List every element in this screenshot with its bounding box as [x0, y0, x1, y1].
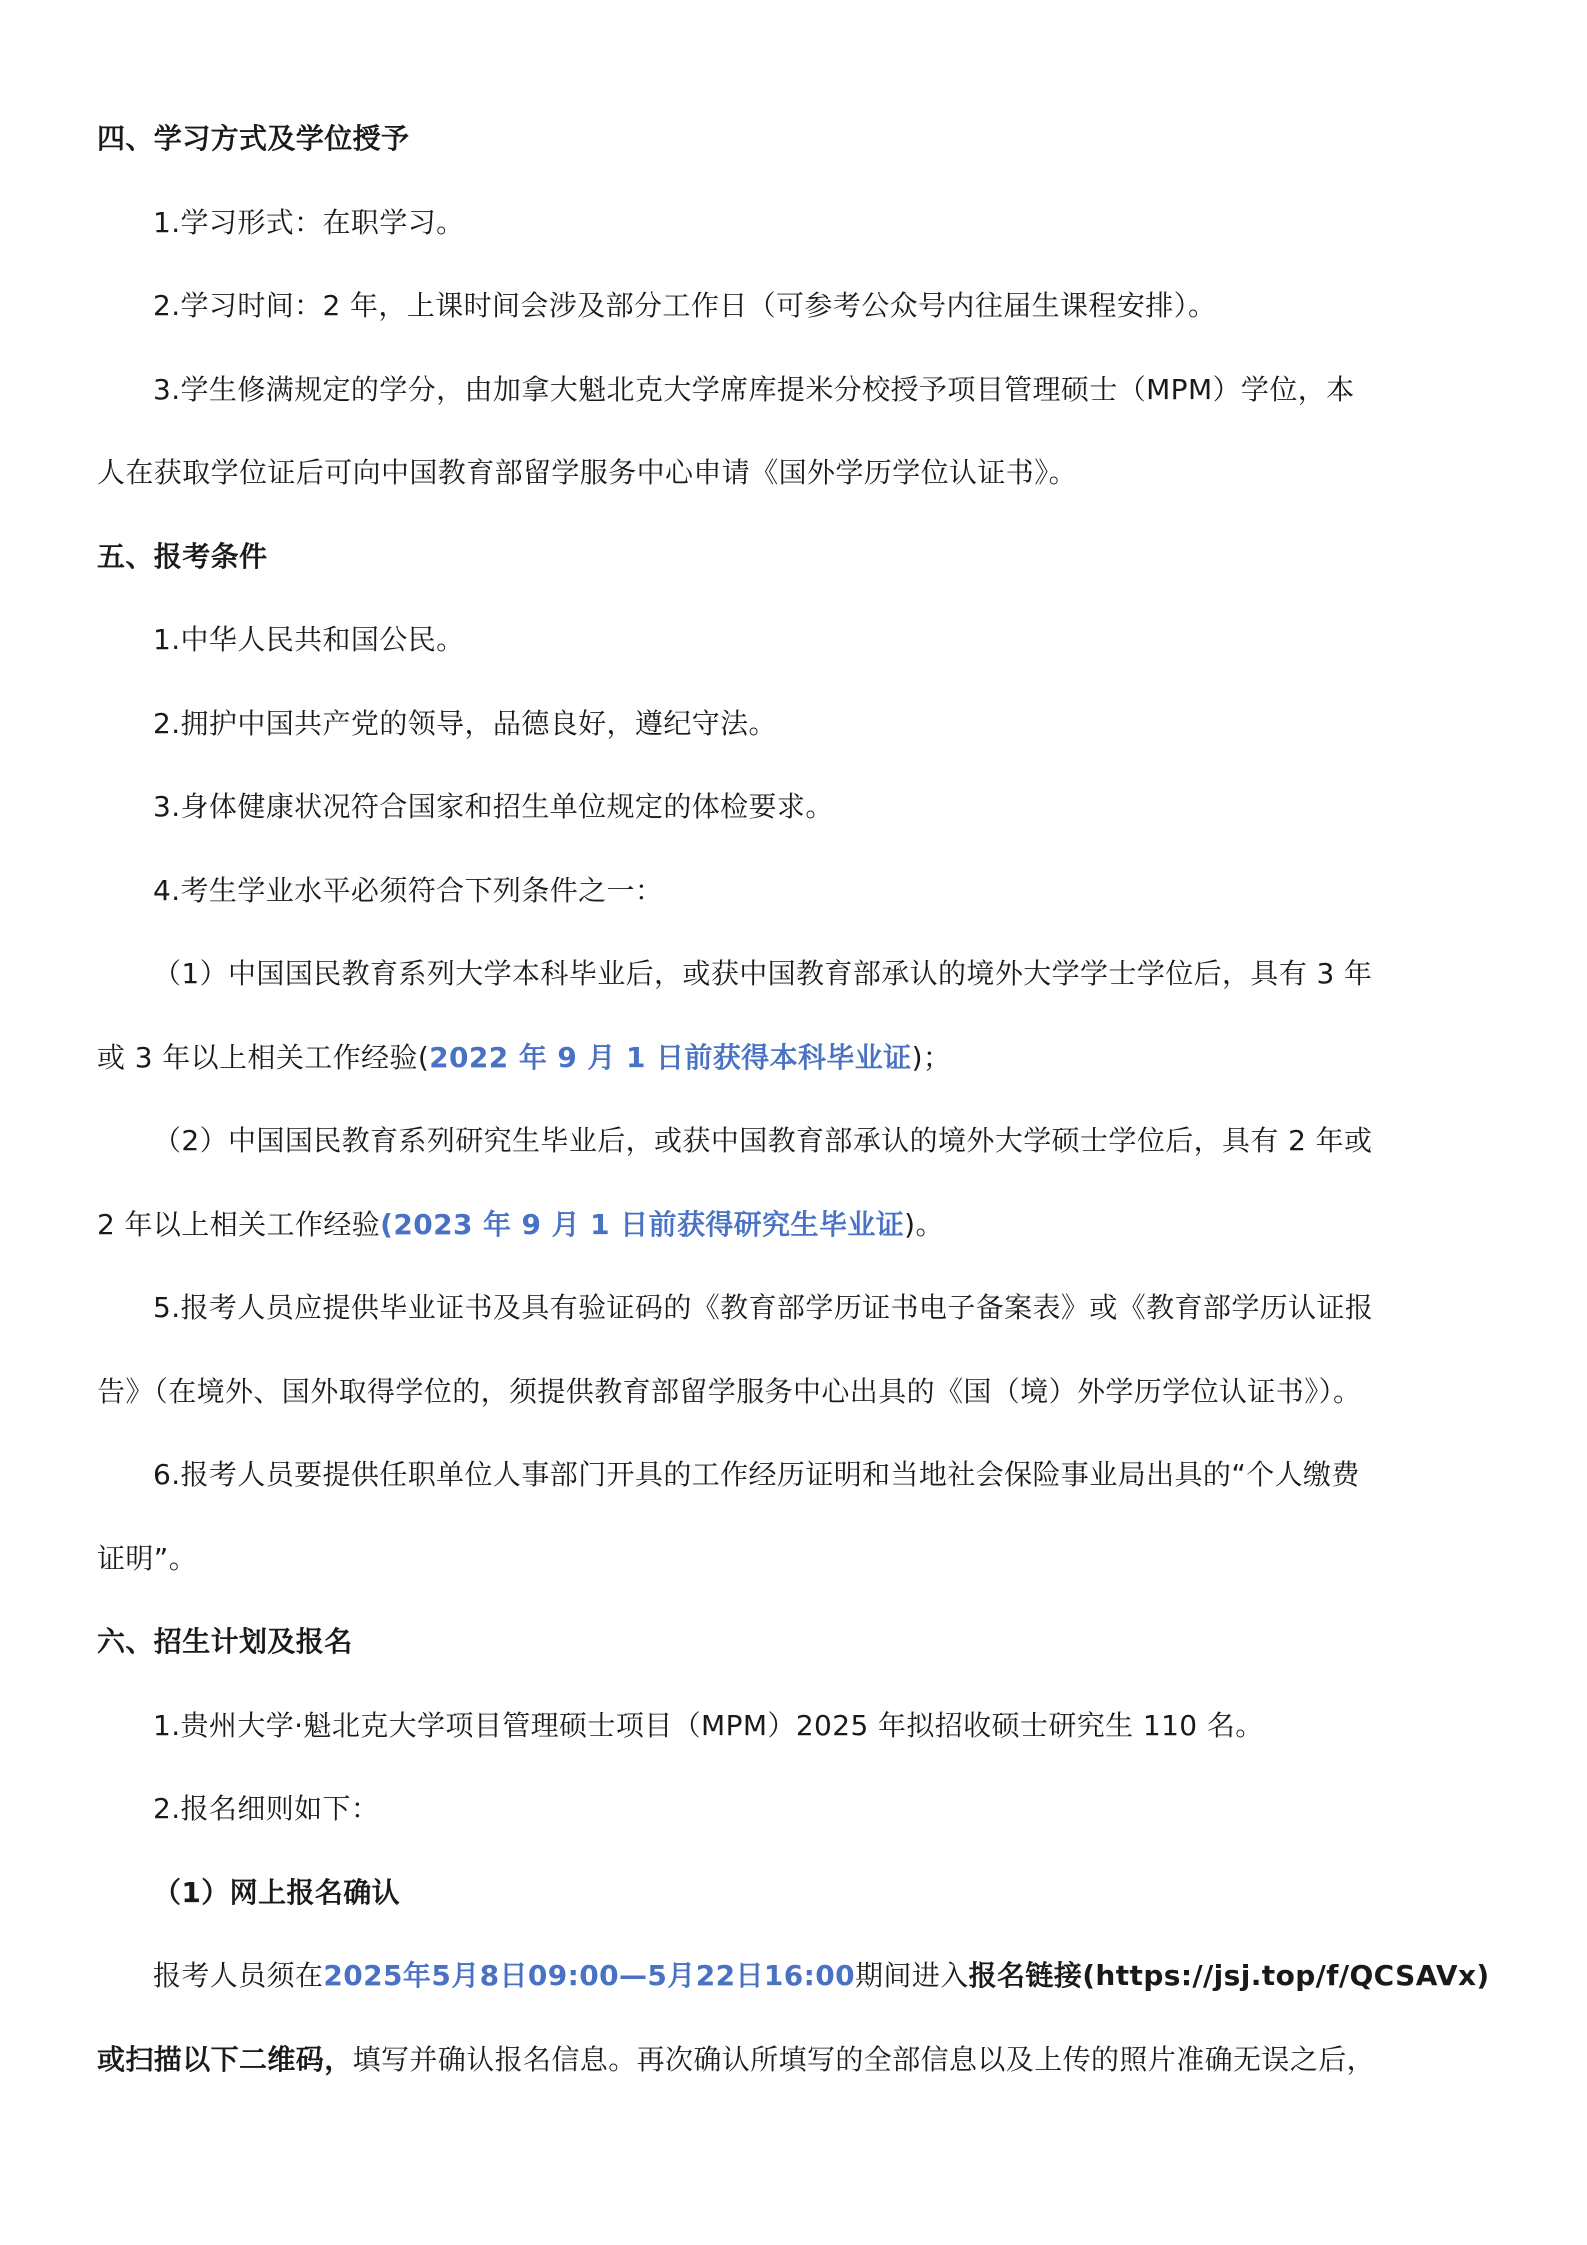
registration-link: 报名链接(https://jsj.top/f/QCSAVx)	[968, 1959, 1490, 1992]
condition-2-line-2	[97, 1198, 1497, 1282]
registration-period: 2025年5月8日09:00—5月22日16:00	[323, 1959, 856, 1992]
condition-2-deadline: (2023 年 9 月 1 日前获得研究生毕业证	[380, 1207, 905, 1241]
condition-1-text: 或 3 年以上相关工作经验(	[97, 1040, 430, 1074]
qr-code-instruction: 或扫描以下二维码，	[97, 2042, 353, 2076]
section-4-item-3-line-1: 3.学生修满规定的学分，由加拿大魁北克大学席库提米分校授予项目管理硕士（MPM）学位，本	[153, 372, 1355, 406]
section-4-item-3-line-2: 人在获取学位证后可向中国教育部留学服务中心申请《国外学历学位认证书》。	[97, 456, 1078, 489]
registration-confirm-text: 填写并确认报名信息。再次确认所填写的全部信息以及上传的照片准确无误之后，	[352, 2042, 1376, 2076]
registration-mid: 期间进入	[855, 1959, 969, 1992]
section-5-item-6-line-1: 6.报考人员要提供任职单位人事部门开具的工作经历证明和当地社会保险事业局出具的“个人缴费	[153, 1458, 1360, 1491]
condition-1-line-2	[97, 1031, 1497, 1115]
section-4-heading: 四、学习方式及学位授予	[97, 122, 410, 155]
section-6-heading: 六、招生计划及报名	[97, 1625, 353, 1658]
section-6-item-2: 2.报名细则如下：	[153, 1792, 380, 1825]
registration-line-1	[97, 1949, 1497, 2033]
section-5-item-1: 1.中华人民共和国公民。	[153, 623, 465, 656]
section-4-item-2: 2.学习时间：2 年，上课时间会涉及部分工作日（可参考公众号内往届生课程安排）。	[153, 289, 1217, 322]
condition-2-text: 2 年以上相关工作经验	[97, 1207, 381, 1241]
section-5-item-4: 4.考生学业水平必须符合下列条件之一：	[153, 873, 664, 907]
condition-1-end: )；	[911, 1040, 952, 1074]
section-5-item-2: 2.拥护中国共产党的领导，品德良好，遵纪守法。	[153, 706, 777, 740]
registration-intro: 报考人员须在	[153, 1959, 324, 1992]
online-registration-heading: （1）网上报名确认	[153, 1875, 401, 1909]
section-5-item-6-line-2: 证明”。	[97, 1541, 198, 1575]
section-5-item-5-line-2: 告》（在境外、国外取得学位的，须提供教育部留学服务中心出具的《国（境）外学历学位认证书》）。	[97, 1374, 1362, 1408]
condition-2-line-1: （2）中国国民教育系列研究生毕业后，或获中国教育部承认的境外大学硕士学位后，具有 2 年或	[153, 1124, 1373, 1157]
registration-line-2	[97, 2033, 1497, 2117]
section-5-heading: 五、报考条件	[97, 539, 268, 573]
section-5-item-3: 3.身体健康状况符合国家和招生单位规定的体检要求。	[153, 790, 834, 823]
section-6-item-1: 1.贵州大学·魁北克大学项目管理硕士项目（MPM）2025 年拟招收硕士研究生 110 名。	[153, 1708, 1264, 1742]
condition-2-end: )。	[904, 1207, 944, 1241]
section-5-item-5-line-1: 5.报考人员应提供毕业证书及具有验证码的《教育部学历证书电子备案表》或《教育部学历认证报	[153, 1291, 1374, 1324]
condition-1-deadline: 2022 年 9 月 1 日前获得本科毕业证	[429, 1040, 912, 1074]
condition-1-line-1: （1）中国国民教育系列大学本科毕业后，或获中国教育部承认的境外大学学士学位后，具有 3 年	[153, 957, 1373, 990]
section-4-item-1: 1.学习形式：在职学习。	[153, 205, 465, 239]
